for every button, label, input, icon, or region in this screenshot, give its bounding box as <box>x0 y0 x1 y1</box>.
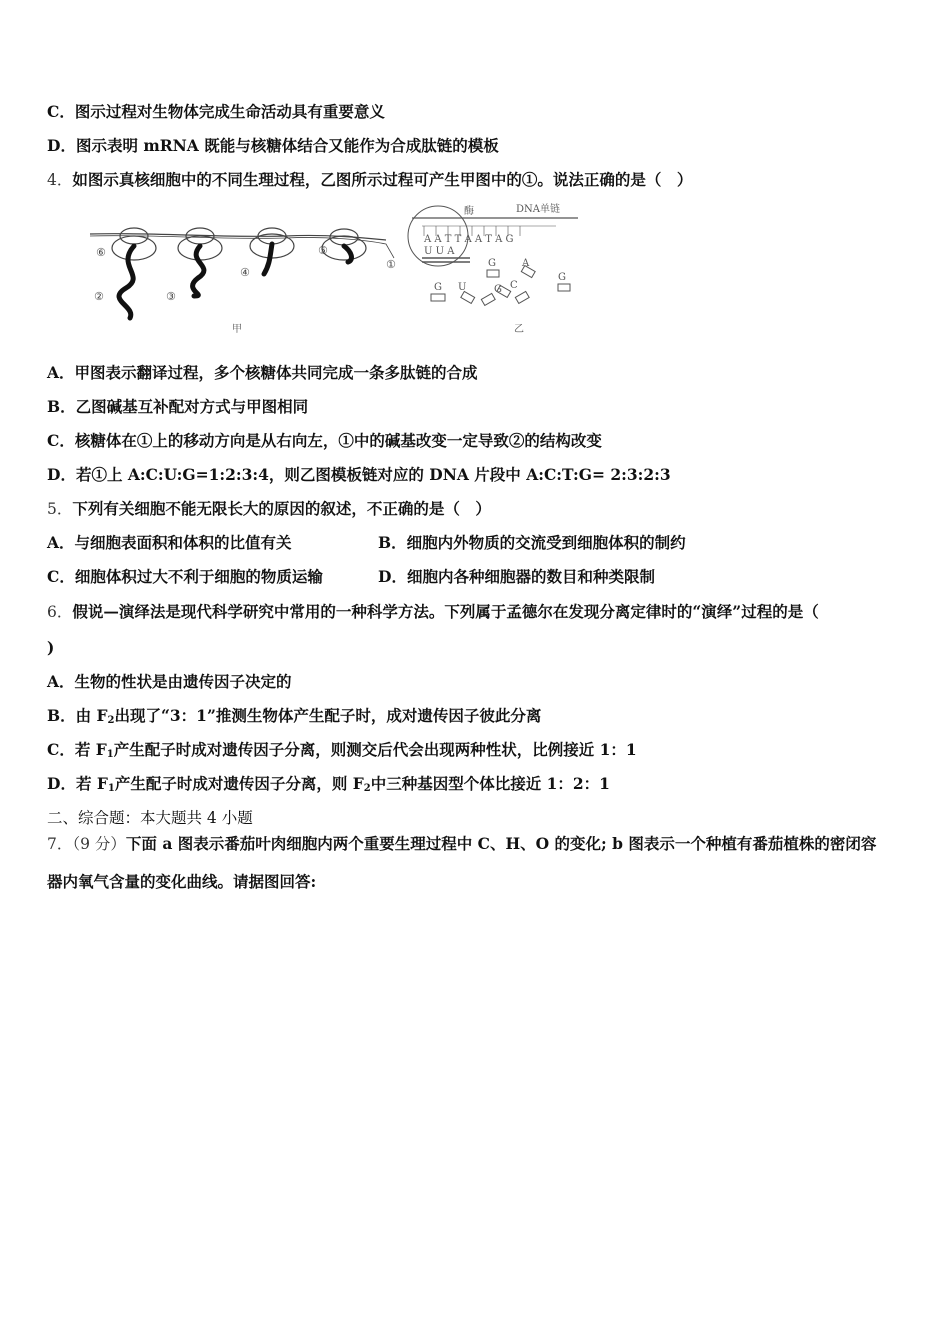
enzyme-label: 酶 <box>464 206 474 217</box>
option-5d <box>378 566 655 588</box>
free-nucleotide: G <box>434 282 442 293</box>
free-nucleotide: G <box>494 284 502 295</box>
option-text: 甲图表示翻译过程，多个核糖体共同完成一条多肽链的合成 <box>74 363 478 382</box>
option-label: A． <box>47 533 75 552</box>
jia-caption: 甲 <box>232 324 242 335</box>
option-label: B． <box>47 706 76 725</box>
option-6d <box>47 773 610 800</box>
free-nucleotide: G <box>558 272 566 283</box>
option-label: D． <box>47 465 76 484</box>
option-5a <box>47 533 292 552</box>
question-text: 下列有关细胞不能无限长大的原因的叙述，不正确的是（ ） <box>72 499 491 518</box>
option-text-pre: 由 F <box>75 706 108 725</box>
options-5ab <box>47 532 907 554</box>
option-text: 图示过程对生物体完成生命活动具有重要意义 <box>74 102 385 121</box>
question-text: 如图示真核细胞中的不同生理过程，乙图所示过程可产生甲图中的①。说法正确的是（ ） <box>72 170 693 189</box>
free-nucleotide: C <box>510 280 518 291</box>
option-4d <box>47 464 671 486</box>
section-heading: 二、综合题：本大题共 4 小题 <box>47 809 253 827</box>
subscript: 1 <box>106 749 114 760</box>
free-nucleotide: A <box>522 258 530 269</box>
option-text-post: 中三种基因型个体比接近 1：2：1 <box>370 774 610 793</box>
option-text-post: 出现了“3：1”推测生物体产生配子时，成对遗传因子彼此分离 <box>114 706 542 725</box>
label-four: ④ <box>240 266 250 279</box>
option-text: 细胞内外物质的交流受到细胞体积的制约 <box>406 533 686 552</box>
option-text-pre: 若 F <box>75 774 108 793</box>
yi-caption: 乙 <box>514 324 524 335</box>
question-text: 下面 a 图表示番茄叶肉细胞内两个重要生理过程中 C、H、O 的变化; b 图表示一个种植有番茄植株的密闭容 <box>125 834 877 853</box>
label-three: ③ <box>166 290 176 303</box>
option-label: C． <box>47 431 75 450</box>
option-text: 图示表明 mRNA 既能与核糖体结合又能作为合成肽链的模板 <box>75 136 499 155</box>
translation-transcription-figure <box>86 196 596 342</box>
question-number: 5． <box>47 500 73 518</box>
option-text: 若①上 A:C:U:G=1:2:3:4，则乙图模板链对应的 DNA 片段中 A:C:T:G= 2:3:2:3 <box>75 465 671 484</box>
options-5cd <box>47 566 907 588</box>
question-number: 4． <box>47 171 73 189</box>
subscript: 2 <box>107 715 115 726</box>
option-d-prev <box>47 135 499 157</box>
option-label: C． <box>47 102 75 121</box>
option-text-pre: 若 F <box>74 740 107 759</box>
question-score: （9 分） <box>72 835 126 853</box>
question-number: 7． <box>47 835 73 853</box>
rna-bases: U U A <box>424 246 455 257</box>
question-6 <box>47 601 819 623</box>
option-6b <box>47 705 541 732</box>
option-label: D． <box>378 567 407 586</box>
label-six: ⑥ <box>96 246 106 259</box>
option-4b <box>47 396 308 418</box>
option-label: B． <box>378 533 407 552</box>
option-label: D． <box>47 136 76 155</box>
option-4c <box>47 430 602 452</box>
option-6a <box>47 671 292 693</box>
option-label: D． <box>47 774 76 793</box>
dna-strand-label: DNA单链 <box>516 204 560 215</box>
free-nucleotide: G <box>488 258 496 269</box>
subscript: 2 <box>363 783 371 794</box>
option-label: A． <box>47 363 75 382</box>
option-text-mid: 产生配子时成对遗传因子分离，则 F <box>114 774 364 793</box>
option-text: 细胞体积过大不利于细胞的物质运输 <box>74 567 323 586</box>
subscript: 1 <box>107 783 115 794</box>
question-text: 假说—演绎法是现代科学研究中常用的一种科学方法。下列属于孟德尔在发现分离定律时的“演绎”过程的是（ <box>72 602 819 621</box>
option-label: B． <box>47 397 76 416</box>
option-c-prev <box>47 101 385 123</box>
figure-yi-text <box>423 202 566 295</box>
question-number: 6． <box>47 603 73 621</box>
option-6c <box>47 739 637 766</box>
option-text: 细胞内各种细胞器的数目和种类限制 <box>406 567 655 586</box>
option-text: 生物的性状是由遗传因子决定的 <box>74 672 292 691</box>
option-label: C． <box>47 567 75 586</box>
option-5c <box>47 567 323 586</box>
option-text: 乙图碱基互补配对方式与甲图相同 <box>75 397 309 416</box>
question-7 <box>47 833 876 855</box>
label-one: ① <box>386 258 396 271</box>
option-label: C． <box>47 740 75 759</box>
option-label: A． <box>47 672 75 691</box>
question-7-continued: 器内氧气含量的变化曲线。请据图回答: <box>47 872 317 891</box>
question-6-continued: ) <box>47 638 55 657</box>
option-5b <box>378 532 686 554</box>
option-text-post: 产生配子时成对遗传因子分离，则测交后代会出现两种性状，比例接近 1：1 <box>113 740 637 759</box>
option-text: 与细胞表面积和体积的比值有关 <box>74 533 292 552</box>
question-4 <box>47 169 692 191</box>
template-bases: A A T T A A T A G <box>424 234 514 245</box>
option-text: 核糖体在①上的移动方向是从右向左，①中的碱基改变一定导致②的结构改变 <box>74 431 602 450</box>
label-five: ⑤ <box>318 244 328 257</box>
question-5 <box>47 498 491 520</box>
option-4a <box>47 362 478 384</box>
free-nucleotide: U <box>458 282 467 293</box>
label-two: ② <box>94 290 104 303</box>
